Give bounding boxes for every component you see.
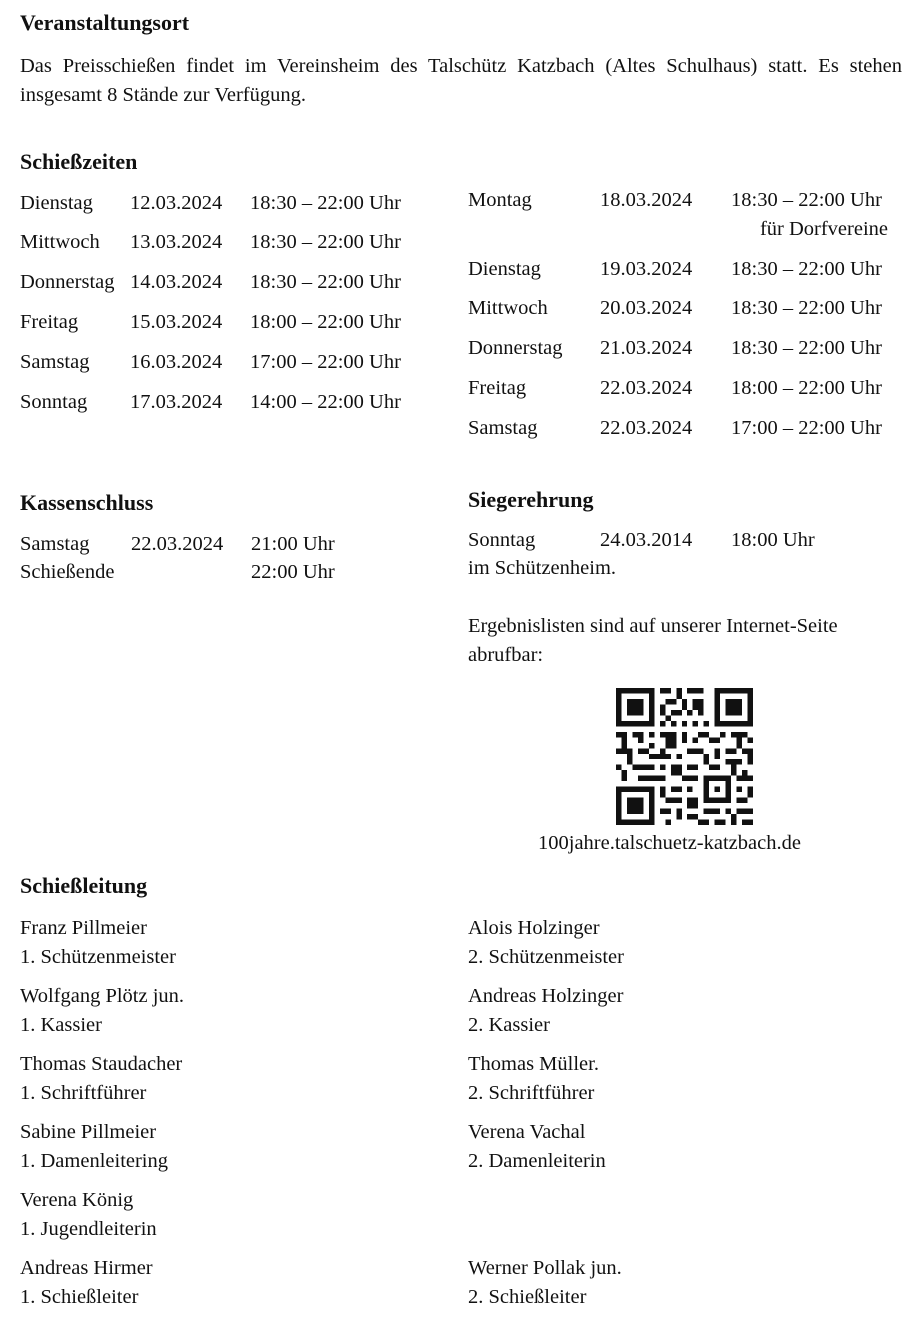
staff-member xyxy=(20,982,184,1040)
staff-name: Alois Holzinger xyxy=(468,917,600,939)
schedule-day: Sonntag xyxy=(20,391,88,413)
schedule-date: 15.03.2024 xyxy=(130,311,223,333)
staff-name: Sabine Pillmeier xyxy=(20,1121,157,1143)
schedule-date: 18.03.2024 xyxy=(600,189,693,211)
schedule-date: 20.03.2024 xyxy=(600,297,693,319)
schedule-row xyxy=(468,189,888,247)
schedule-date: 21.03.2024 xyxy=(600,337,693,359)
schedule-date: 13.03.2024 xyxy=(130,231,223,253)
schedule-date: 22.03.2024 xyxy=(600,377,693,399)
staff-role: 2. Schießleiter xyxy=(468,1286,587,1308)
staff-name: Andreas Hirmer xyxy=(20,1257,153,1279)
ceremony-time: 18:00 Uhr xyxy=(731,529,815,551)
website-url: 100jahre.talschuetz-katzbach.de xyxy=(538,832,801,854)
staff-name: Thomas Müller. xyxy=(468,1053,599,1075)
venue-heading: Veranstaltungsort xyxy=(20,10,190,35)
ceremony-date: 24.03.2014 xyxy=(600,529,693,551)
staff-name: Andreas Holzinger xyxy=(468,985,624,1007)
closing-heading: Kassenschluss xyxy=(20,490,154,515)
venue-text: Das Preisschießen findet im Vereinsheim des Talschütz Katzbach (Altes Schulhaus) statt. Es stehen insgesamt 8 Stände zur Verfügung. xyxy=(20,55,902,106)
schedule-date: 22.03.2024 xyxy=(600,417,693,439)
shooting-end-time: 22:00 Uhr xyxy=(251,561,335,583)
schedule-day: Donnerstag xyxy=(468,337,563,359)
staff-member xyxy=(468,1050,599,1108)
schedule-day: Donnerstag xyxy=(20,271,115,293)
schedule-date: 17.03.2024 xyxy=(130,391,223,413)
staff-member xyxy=(468,982,623,1040)
closing-time: 21:00 Uhr xyxy=(251,533,335,555)
schedule-time: 18:30 – 22:00 Uhr xyxy=(250,231,401,253)
schedule-note: für Dorfvereine xyxy=(759,218,888,240)
staff-role: 2. Schützenmeister xyxy=(468,946,624,968)
staff-name: Wolfgang Plötz jun. xyxy=(20,985,185,1007)
schedule-time: 18:30 – 22:00 Uhr xyxy=(250,271,401,293)
staff-name: Werner Pollak jun. xyxy=(468,1257,622,1279)
schedule-date: 12.03.2024 xyxy=(130,192,223,214)
schedule-date: 19.03.2024 xyxy=(600,258,693,280)
schedule-time: 18:30 – 22:00 Uhr xyxy=(731,258,882,280)
schedule-time: 17:00 – 22:00 Uhr xyxy=(731,417,882,439)
staff-role: 1. Kassier xyxy=(20,1014,102,1036)
staff-member xyxy=(20,1050,182,1108)
staff-member xyxy=(20,1254,153,1312)
staff-role: 1. Schützenmeister xyxy=(20,946,176,968)
schedule-day: Freitag xyxy=(20,311,79,333)
schedule-day: Mittwoch xyxy=(468,297,548,319)
schedule-day: Mittwoch xyxy=(20,231,100,253)
schedule-time: 18:30 – 22:00 Uhr xyxy=(731,189,882,211)
staff-name: Verena König xyxy=(20,1189,134,1211)
schedule-date: 14.03.2024 xyxy=(130,271,223,293)
schedule-time: 18:30 – 22:00 Uhr xyxy=(731,337,882,359)
results-note: Ergebnislisten sind auf unserer Internet-Seite abrufbar: xyxy=(468,615,838,666)
schedule-day: Samstag xyxy=(468,417,538,439)
schedule-time: 18:00 – 22:00 Uhr xyxy=(731,377,882,399)
staff-member xyxy=(20,914,176,972)
staff-role: 1. Jugendleiterin xyxy=(20,1218,157,1240)
qr-code-icon xyxy=(616,688,753,825)
staff-member xyxy=(468,914,624,972)
staff-role: 2. Kassier xyxy=(468,1014,550,1036)
staff-name: Franz Pillmeier xyxy=(20,917,147,939)
ceremony-heading: Siegerehrung xyxy=(468,487,594,512)
shooting-end-label: Schießende xyxy=(20,561,115,583)
schedule-time: 18:00 – 22:00 Uhr xyxy=(250,311,401,333)
schedule-day: Montag xyxy=(468,189,532,211)
schedule-time: 18:30 – 22:00 Uhr xyxy=(731,297,882,319)
ceremony-place: im Schützenheim. xyxy=(468,557,617,579)
closing-date: 22.03.2024 xyxy=(131,533,224,555)
ceremony-day: Sonntag xyxy=(468,529,536,551)
staff-name: Thomas Staudacher xyxy=(20,1053,183,1075)
closing-day: Samstag xyxy=(20,533,90,555)
staff-member xyxy=(20,1186,157,1244)
schedule-day: Dienstag xyxy=(20,192,93,214)
schedule-date: 16.03.2024 xyxy=(130,351,223,373)
schedule-time: 17:00 – 22:00 Uhr xyxy=(250,351,401,373)
staff-role: 1. Damenleitering xyxy=(20,1150,169,1172)
staff-member xyxy=(468,1118,606,1176)
staff-role: 1. Schriftführer xyxy=(20,1082,147,1104)
staff-role: 1. Schießleiter xyxy=(20,1286,139,1308)
staff-role: 2. Schriftführer xyxy=(468,1082,595,1104)
staff-name: Verena Vachal xyxy=(468,1121,586,1143)
schedule-time: 14:00 – 22:00 Uhr xyxy=(250,391,401,413)
schedule-day: Dienstag xyxy=(468,258,541,280)
schedule-day: Samstag xyxy=(20,351,90,373)
schedule-day: Freitag xyxy=(468,377,527,399)
staff-heading: Schießleitung xyxy=(20,873,148,898)
staff-member xyxy=(20,1118,168,1176)
staff-role: 2. Damenleiterin xyxy=(468,1150,606,1172)
times-heading: Schießzeiten xyxy=(20,149,138,174)
schedule-time: 18:30 – 22:00 Uhr xyxy=(250,192,401,214)
staff-member xyxy=(468,1254,622,1312)
